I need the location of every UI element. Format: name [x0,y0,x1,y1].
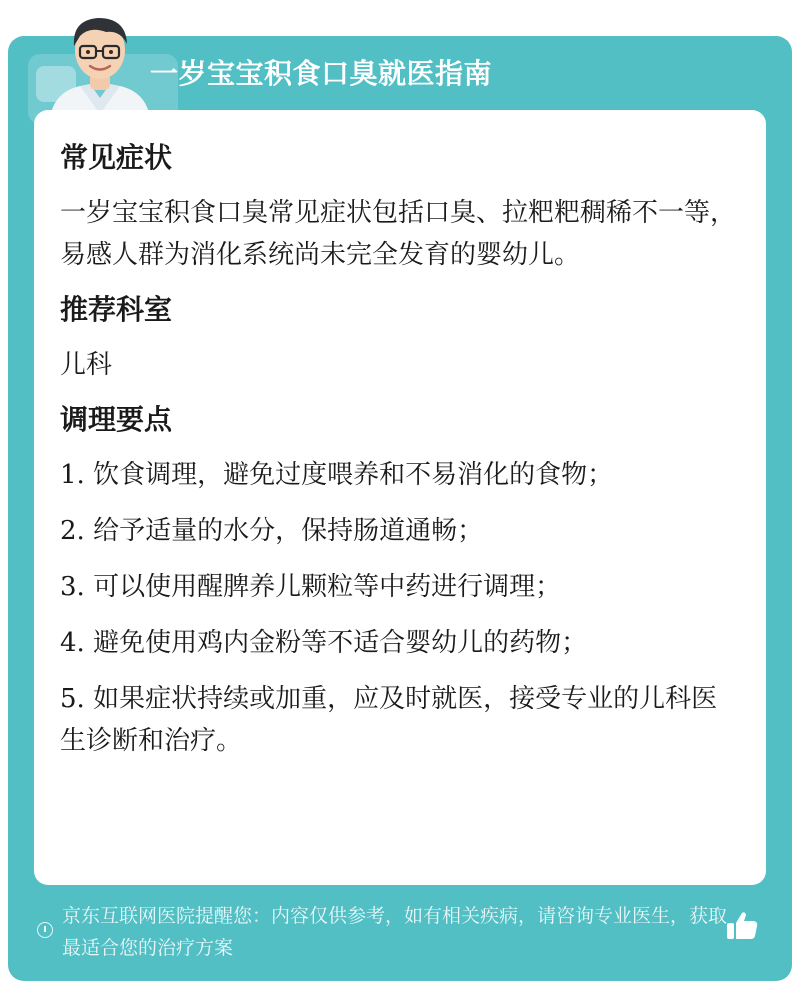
list-item: 2. 给予适量的水分，保持肠道通畅； [60,516,484,546]
page-title: 一岁宝宝积食口臭就医指南 [150,57,493,90]
list-item: 3. 可以使用醒脾养儿颗粒等中药进行调理； [60,572,562,602]
list-item: 5. 如果症状持续或加重，应及时就医，接受专业的儿科医生诊断和治疗。 [60,684,718,756]
list-item: 1. 饮食调理，避免过度喂养和不易消化的食物； [60,460,614,490]
section-heading-department: 推荐科室 [60,293,173,326]
footer-notice: 京东互联网医院提醒您：内容仅供参考，如有相关疾病，请咨询专业医生，获取最适合您的治疗方案 [62,905,728,959]
section-body-symptoms: 一岁宝宝积食口臭常见症状包括口臭、拉粑粑稠稀不一等，易感人群为消化系统尚未完全发育的婴幼儿。 [60,198,737,270]
section-body-department: 儿科 [60,350,113,380]
doctor-avatar-icon [40,6,160,118]
thumbs-up-icon[interactable] [724,908,760,944]
section-heading-symptoms: 常见症状 [60,141,173,174]
section-heading-care: 调理要点 [60,403,173,436]
info-icon [37,922,53,938]
content-card [34,110,766,885]
list-item: 4. 避免使用鸡内金粉等不适合婴幼儿的药物； [60,628,588,658]
